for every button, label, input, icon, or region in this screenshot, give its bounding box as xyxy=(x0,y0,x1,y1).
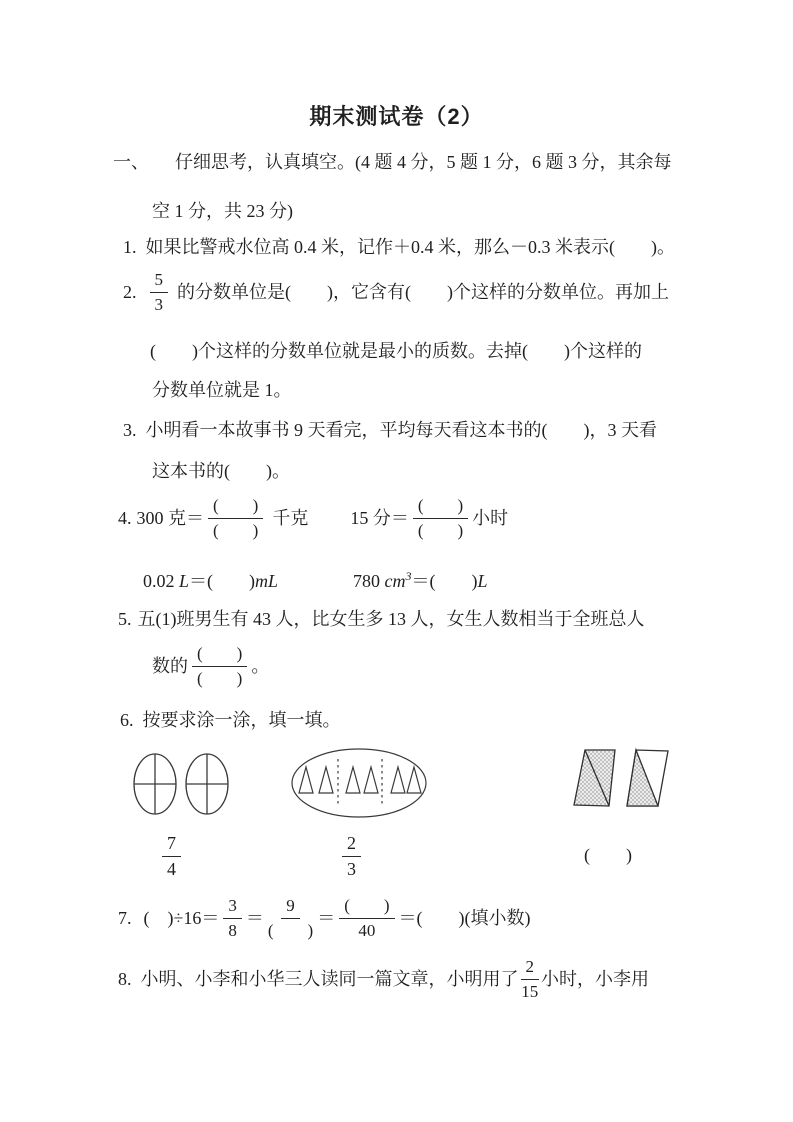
question-3-text-1: 小明看一本故事书 9 天看完，平均每天看这本书的( )，3 天看 xyxy=(145,420,657,440)
triangle-1 xyxy=(299,767,313,793)
question-8-text-b: 小时，小李用 xyxy=(541,969,649,989)
question-4-text-d: 小时 xyxy=(472,508,509,528)
question-4-text-c: 15 分＝ xyxy=(350,508,409,528)
question-5-pre: 数的 xyxy=(152,656,188,676)
parallelograms-figure xyxy=(564,743,676,815)
parallelogram-1-shaded xyxy=(574,750,615,806)
question-4-text-b: 千克 xyxy=(272,508,309,528)
question-7-equals-2: ＝ xyxy=(317,908,336,928)
question-5-line-2 xyxy=(152,643,269,689)
question-1-number: 1. xyxy=(123,237,137,257)
q4-value-780: 780 xyxy=(353,571,385,591)
question-5-line-1 xyxy=(118,606,645,632)
quartered-circles-figure xyxy=(128,750,232,818)
label-fraction-7-4: $\frac{7}{4}$ xyxy=(162,833,181,879)
question-1-text: 如果比警戒水位高 0.4 米，记作＋0.4 米，那么－0.3 米表示( )。 xyxy=(145,237,675,257)
fraction-9-blank: $\frac{9}{( )}$ xyxy=(267,895,314,940)
question-2-line-2: ( )个这样的分数单位就是最小的质数。去掉( )个这样的 xyxy=(150,341,642,361)
label-fraction-2-3: $\frac{2}{3}$ xyxy=(342,833,361,879)
question-7-number: 7. xyxy=(118,908,132,928)
question-8 xyxy=(118,954,649,1004)
section-1-heading-line-1 xyxy=(113,149,672,175)
question-6-number: 6. xyxy=(120,710,134,730)
blank-fraction-class: $\frac{( )}{( )}$ xyxy=(192,644,247,688)
section-1-number: 一、 xyxy=(113,152,149,172)
question-1 xyxy=(123,234,675,260)
question-4-number: 4. xyxy=(118,508,132,528)
q4-unit-cm: cm xyxy=(384,571,406,591)
section-1-text: 仔细思考，认真填空。(4 题 4 分，5 题 1 分，6 题 3 分，其余每 xyxy=(175,152,672,172)
question-2-text-1: 的分数单位是( )，它含有( )个这样的分数单位。再加上 xyxy=(177,282,669,302)
question-5-text-1: 五(1)班男生有 43 人，比女生多 13 人，女生人数相当于全班总人 xyxy=(137,609,645,629)
question-7-text-b: ＝( )(填小数) xyxy=(398,908,531,928)
question-7-equals-1: ＝ xyxy=(245,908,264,928)
oval-outline xyxy=(292,749,426,817)
question-4-text-a: 300 克＝ xyxy=(136,508,204,528)
question-2-number: 2. xyxy=(123,282,137,302)
triangle-2 xyxy=(319,767,333,793)
question-8-text-a: 小明、小李和小华三人读同一篇文章，小明用了 xyxy=(140,969,519,989)
q4-superscript-3: 3 xyxy=(405,569,412,583)
page-title: 期末测试卷（2） xyxy=(309,104,484,129)
question-7-text-a: ( )÷16＝ xyxy=(143,908,220,928)
question-8-number: 8. xyxy=(118,969,132,989)
triangle-6 xyxy=(407,767,421,793)
q4-blank-1: ＝( ) xyxy=(189,571,256,591)
label-blank-parens: ( ) xyxy=(584,845,632,865)
question-3-line-2: 这本书的( )。 xyxy=(152,461,290,481)
question-3-line-1 xyxy=(123,417,657,443)
q4-unit-L2: L xyxy=(477,571,488,591)
question-2-line-1 xyxy=(123,267,669,317)
question-7 xyxy=(118,891,531,945)
q4-unit-L: L xyxy=(179,571,190,591)
blank-fraction-minutes: $\frac{( )}{( )}$ xyxy=(413,496,468,540)
blank-fraction-grams: $\frac{( )}{( )}$ xyxy=(208,496,263,540)
fraction-blank-40: $\frac{( )}{40}$ xyxy=(339,896,394,940)
question-5-post: 。 xyxy=(251,656,270,676)
question-4-line-2 xyxy=(143,563,488,594)
question-4-line-1 xyxy=(118,492,508,544)
question-2-line-3: 分数单位就是 1。 xyxy=(152,380,292,400)
fraction-3-8: $\frac{3}{8}$ xyxy=(223,896,242,940)
q4-blank-2: ＝( ) xyxy=(411,571,478,591)
question-3-number: 3. xyxy=(123,420,137,440)
section-1-heading-line-2: 空 1 分，共 23 分) xyxy=(152,201,293,221)
q4-value-002: 0.02 xyxy=(143,571,179,591)
question-6-heading xyxy=(120,707,341,733)
triangle-4 xyxy=(364,767,378,793)
question-6-text: 按要求涂一涂，填一填。 xyxy=(142,710,341,730)
q4-unit-mL: mL xyxy=(255,571,279,591)
oval-triangles-figure xyxy=(288,746,430,820)
fraction-5-3: $\frac{5}{3}$ xyxy=(150,270,169,314)
triangle-5 xyxy=(391,767,405,793)
question-5-number: 5. xyxy=(118,609,132,629)
triangle-3 xyxy=(346,767,360,793)
fraction-2-15: $\frac{2}{15}$ xyxy=(521,956,539,1001)
